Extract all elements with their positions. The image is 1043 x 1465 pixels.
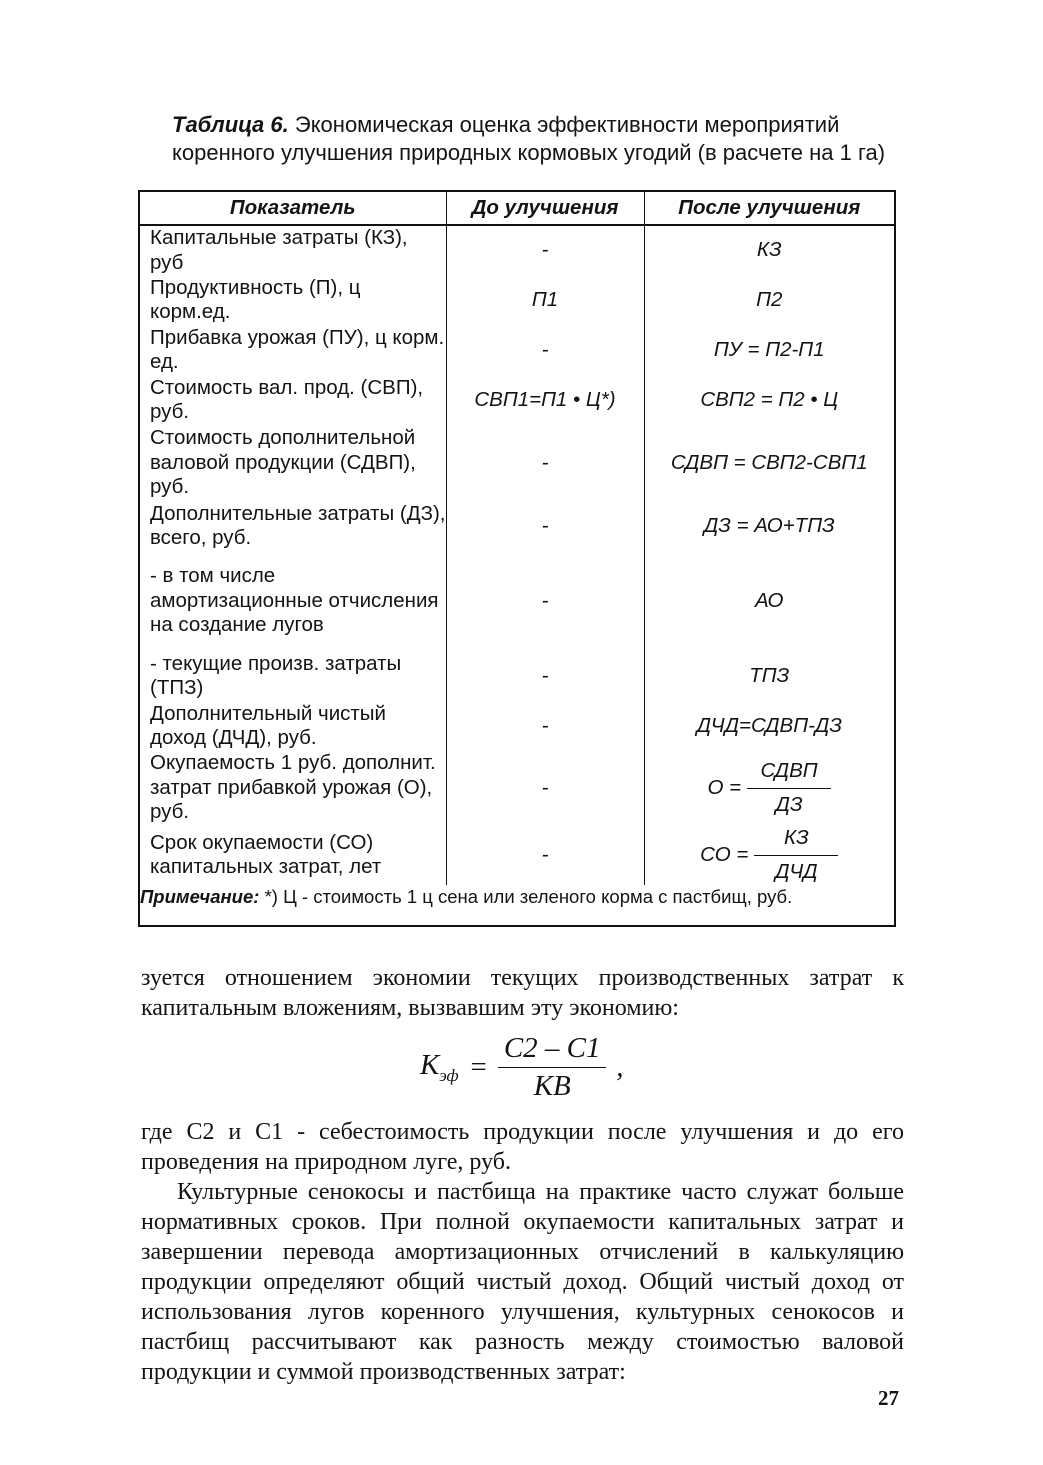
row-indicator: Срок окупаемости (СО) капитальных затрат, лет	[150, 830, 382, 878]
economic-table	[138, 190, 896, 927]
formula-comma: ,	[616, 1051, 624, 1083]
payback-ratio-formula	[707, 759, 831, 817]
note-label: Примечание:	[140, 886, 260, 907]
table-row	[140, 425, 894, 501]
table-row	[140, 225, 894, 275]
row-indicator: - в том числе амортизационные отчисления на создание лугов	[150, 564, 439, 637]
formula-denominator: КВ	[533, 1070, 571, 1102]
fraction-bar	[754, 855, 838, 856]
row-before: -	[446, 225, 644, 275]
row-before: -	[446, 651, 644, 701]
formula-numerator: С2 – С1	[503, 1032, 601, 1064]
table-row	[140, 751, 894, 825]
row-indicator: Стоимость дополнительной валовой продукции (СДВП), руб.	[150, 426, 416, 499]
table-row	[140, 551, 894, 651]
row-before: -	[446, 425, 644, 501]
row-before: -	[446, 825, 644, 885]
row-indicator: Капитальные затраты (КЗ), руб	[150, 226, 408, 274]
formula-denominator: ДЧД	[775, 859, 818, 883]
formula-fraction	[498, 1032, 606, 1103]
row-after: П2	[756, 287, 783, 311]
row-indicator: Дополнительные затраты (ДЗ), всего, руб.	[150, 501, 446, 549]
fraction-bar	[747, 788, 831, 789]
table-row	[140, 701, 894, 751]
header-before: До улучшения	[446, 192, 644, 225]
formula-denominator: ДЗ	[775, 792, 803, 816]
row-before: -	[446, 551, 644, 651]
table-row	[140, 375, 894, 425]
row-after: КЗ	[756, 238, 782, 262]
row-after: ДЗ = АО+ТПЗ	[703, 513, 835, 537]
row-indicator: Продуктивность (П), ц корм.ед.	[150, 275, 361, 323]
page-number: 27	[878, 1386, 899, 1410]
caption-label: Таблица 6.	[172, 112, 289, 137]
payback-period-formula	[700, 826, 838, 884]
row-after: ПУ = П2-П1	[713, 337, 825, 361]
header-indicator: Показатель	[140, 192, 446, 225]
row-before: -	[446, 501, 644, 551]
table-row	[140, 501, 894, 551]
row-before: -	[446, 751, 644, 825]
paragraph-1: зуется отношением экономии текущих производственных затрат к капитальным вложениям, вызвавшим эту экономию:	[141, 965, 904, 1021]
row-after: ДЧД=СДВП-ДЗ	[696, 713, 842, 737]
paragraph-3: Культурные сенокосы и пастбища на практике часто служат больше нормативных сроков. При полной окупаемости капитальных затрат и завершении перевода амортизационных отчислений в калькуляцию продукции определяют общий чистый доход. Общий чистый доход от использования лугов коренного улучшения, культурных сенокосов и пастбищ рассчитывают как разность между стоимостью валовой продукции и суммой производственных затрат:	[141, 1179, 904, 1385]
row-after: ТПЗ	[749, 663, 790, 687]
row-before: -	[446, 325, 644, 375]
formula-lhs: $К_{эф}$	[420, 1049, 459, 1085]
formula-numerator: СДВП	[760, 759, 818, 782]
header-after: После улучшения	[644, 192, 894, 225]
note-mark: *)	[264, 886, 278, 907]
formula-lhs: СО =	[700, 842, 749, 866]
row-after: СВП2 = П2 • Ц	[700, 387, 839, 411]
paragraph-2: где С2 и С1 - себестоимость продукции после улучшения и до его проведения на природном луге, руб.	[141, 1119, 904, 1175]
row-before: -	[446, 701, 644, 751]
row-after: СДВП = СВП2-СВП1	[670, 450, 868, 474]
formula-equals: =	[468, 1051, 489, 1083]
row-indicator: - текущие произв. затраты (ТПЗ)	[150, 651, 402, 699]
row-after	[644, 825, 894, 885]
table-caption	[172, 111, 907, 167]
table-row	[140, 325, 894, 375]
formula-lhs: О =	[707, 775, 742, 799]
table-row	[140, 651, 894, 701]
row-before: П1	[446, 275, 644, 325]
table-row	[140, 825, 894, 885]
row-indicator: Окупаемость 1 руб. дополнит. затрат прибавкой урожая (О), руб.	[150, 751, 436, 824]
row-indicator: Стоимость вал. прод. (СВП), руб.	[150, 375, 424, 423]
row-indicator: Дополнительный чистый доход (ДЧД), руб.	[150, 701, 386, 749]
table-note	[140, 885, 894, 910]
table-note-row	[140, 885, 894, 910]
row-indicator: Прибавка урожая (ПУ), ц корм. ед.	[150, 325, 445, 373]
fraction-bar	[498, 1067, 606, 1068]
note-text: Ц - стоимость 1 ц сена или зеленого корма с пастбищ, руб.	[283, 886, 793, 907]
table-header-row	[140, 192, 894, 225]
row-after	[644, 751, 894, 825]
table-row	[140, 275, 894, 325]
caption-text: Экономическая оценка эффективности мероприятий коренного улучшения природных кормовых угодий (в расчете на 1 га)	[172, 112, 886, 165]
formula-numerator: КЗ	[784, 826, 809, 849]
efficiency-formula	[420, 1032, 623, 1103]
row-after: АО	[755, 588, 784, 612]
row-before: СВП1=П1 • Ц*)	[446, 375, 644, 425]
